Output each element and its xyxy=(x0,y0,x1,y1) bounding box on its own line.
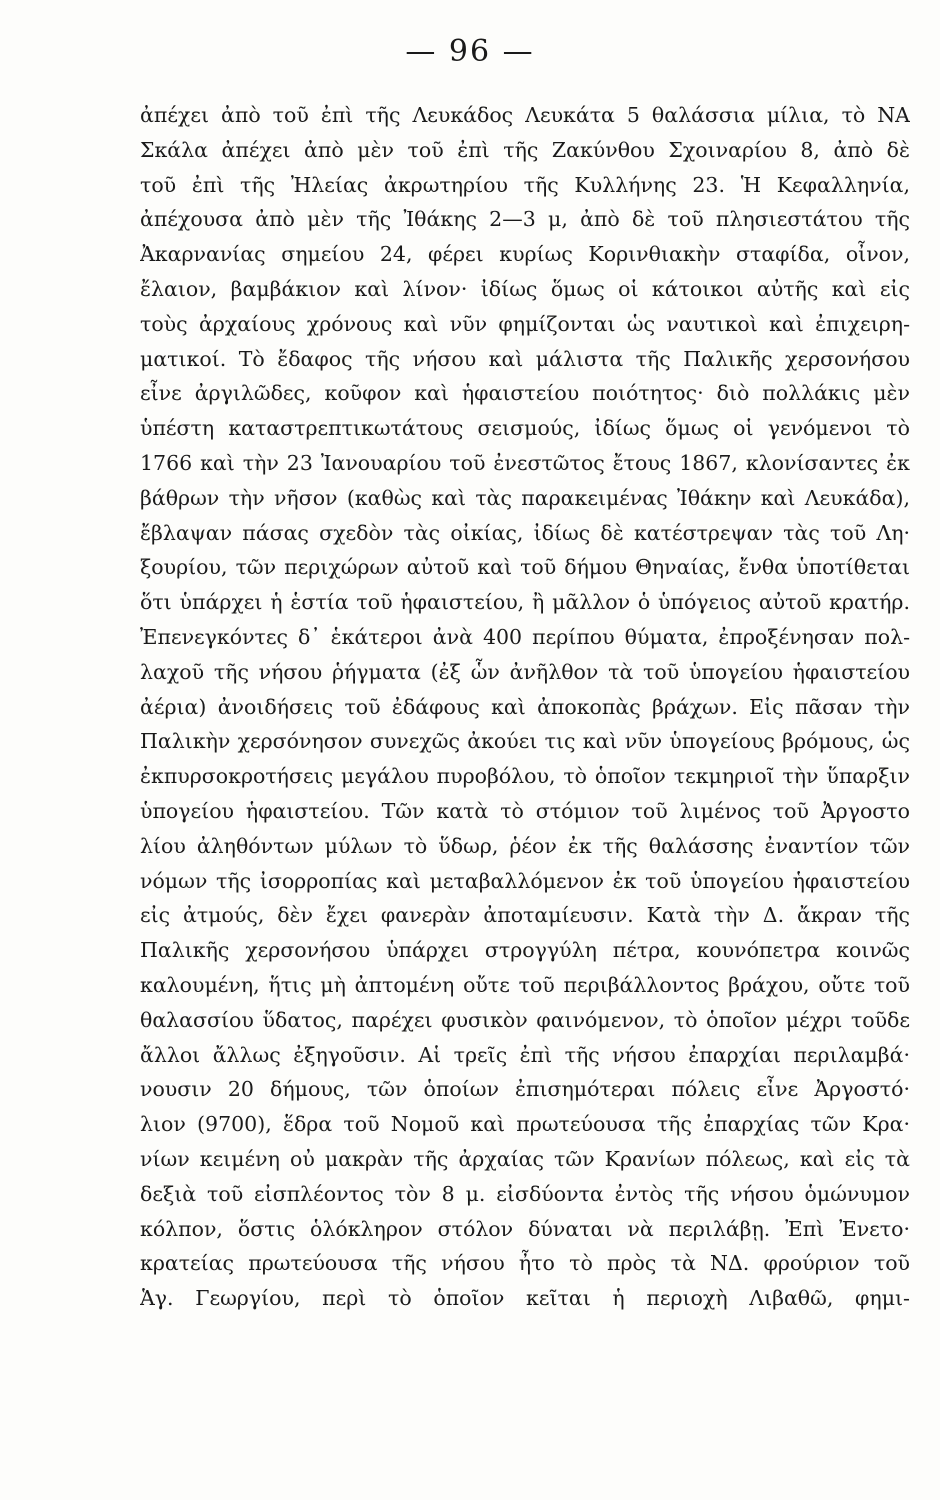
text-line: τοῦ ἐπὶ τῆς Ἠλείας ἀκρωτηρίου τῆς Κυλλήνης 23. Ἡ Κεφαλληνία, xyxy=(140,172,910,197)
text-line: κρατείας πρωτεύουσα τῆς νήσου ἦτο τὸ πρὸς τὰ ΝΔ. φρούριον τοῦ xyxy=(140,1251,910,1276)
text-line: ὅτι ὑπάρχει ἡ ἑστία τοῦ ἡφαιστείου, ἢ μᾶλλον ὁ ὑπόγειος αὐτοῦ κρατήρ. xyxy=(140,590,910,615)
text-line: Ἐπενεγκόντες δ᾽ ἑκάτεροι ἀνὰ 400 περίπου θύματα, ἐπροξένησαν πολ- xyxy=(140,624,910,649)
text-line: λαχοῦ τῆς νήσου ῥήγματα (ἐξ ὧν ἀνῆλθον τὰ τοῦ ὑπογείου ἡφαιστείου xyxy=(140,659,910,684)
text-line: κόλπον, ὅστις ὁλόκληρον στόλον δύναται νὰ περιλάβῃ. Ἐπὶ Ἐνετο· xyxy=(140,1216,910,1241)
text-line: νίων κειμένη οὐ μακρὰν τῆς ἀρχαίας τῶν Κρανίων πόλεως, καὶ εἰς τὰ xyxy=(140,1146,910,1171)
text-line: Ἁγ. Γεωργίου, περὶ τὸ ὁποῖον κεῖται ἡ περιοχὴ Λιβαθῶ, φημι- xyxy=(140,1286,910,1311)
text-line: Σκάλα ἀπέχει ἀπὸ μὲν τοῦ ἐπὶ τῆς Ζακύνθου Σχοιναρίου 8, ἀπὸ δὲ xyxy=(140,137,910,162)
text-line: θαλασσίου ὕδατος, παρέχει φυσικὸν φαινόμενον, τὸ ὁποῖον μέχρι τοῦδε xyxy=(140,1007,910,1032)
text-line: ἀέρια) ἀνοιδήσεις τοῦ ἐδάφους καὶ ἀποκοπὰς βράχων. Εἰς πᾶσαν τὴν xyxy=(140,694,910,719)
text-line: ὑπογείου ἡφαιστείου. Τῶν κατὰ τὸ στόμιον τοῦ λιμένος τοῦ Ἀργοστο xyxy=(140,798,910,823)
text-line: 1766 καὶ τὴν 23 Ἰανουαρίου τοῦ ἐνεστῶτος ἔτους 1867, κλονίσαντες ἐκ xyxy=(140,450,910,475)
text-line: ἔβλαψαν πάσας σχεδὸν τὰς οἰκίας, ἰδίως δὲ κατέστρεψαν τὰς τοῦ Λη· xyxy=(140,520,910,545)
text-line: νουσιν 20 δήμους, τῶν ὁποίων ἐπισημότεραι πόλεις εἶνε Ἀργοστό· xyxy=(140,1077,910,1102)
text-line: ματικοί. Τὸ ἔδαφος τῆς νήσου καὶ μάλιστα τῆς Παλικῆς χερσονήσου xyxy=(140,346,910,371)
text-line: λιον (9700), ἕδρα τοῦ Νομοῦ καὶ πρωτεύουσα τῆς ἐπαρχίας τῶν Κρα· xyxy=(140,1112,910,1137)
text-line: ἔλαιον, βαμβάκιον καὶ λίνον· ἰδίως ὅμως οἱ κάτοικοι αὐτῆς καὶ εἰς xyxy=(140,276,910,301)
text-line: Παλικὴν χερσόνησον συνεχῶς ἀκούει τις καὶ νῦν ὑπογείους βρόμους, ὡς xyxy=(140,729,910,754)
text-line: ἄλλοι ἄλλως ἐξηγοῦσιν. Αἱ τρεῖς ἐπὶ τῆς νήσου ἐπαρχίαι περιλαμβά· xyxy=(140,1042,910,1067)
text-line: νόμων τῆς ἰσορροπίας καὶ μεταβαλλόμενον ἐκ τοῦ ὑπογείου ἡφαιστείου xyxy=(140,868,910,893)
text-line: καλουμένη, ἥτις μὴ ἀπτομένη οὔτε τοῦ περιβάλλοντος βράχου, οὔτε τοῦ xyxy=(140,972,910,997)
text-line: Ἀκαρνανίας σημείου 24, φέρει κυρίως Κορινθιακὴν σταφίδα, οἶνον, xyxy=(140,242,910,267)
text-line: δεξιὰ τοῦ εἰσπλέοντος τὸν 8 μ. εἰσδύοντα ἐντὸς τῆς νήσου ὁμώνυμον xyxy=(140,1181,910,1206)
text-line: ὑπέστη καταστρεπτικωτάτους σεισμούς, ἰδίως ὅμως οἱ γενόμενοι τὸ xyxy=(140,416,910,441)
page-number: — 96 — xyxy=(405,34,535,69)
text-line: εἰς ἀτμούς, δὲν ἔχει φανερὰν ἀποταμίευσιν. Κατὰ τὴν Δ. ἄκραν τῆς xyxy=(140,903,910,928)
text-line: Παλικῆς χερσονήσου ὑπάρχει στρογγύλη πέτρα, κουνόπετρα κοινῶς xyxy=(140,938,910,963)
text-line: ἐκπυρσοκροτήσεις μεγάλου πυροβόλου, τὸ ὁποῖον τεκμηριοῖ τὴν ὕπαρξιν xyxy=(140,764,910,789)
body-text xyxy=(140,98,910,1316)
text-line: λίου ἀληθόντων μύλων τὸ ὕδωρ, ῥέον ἐκ τῆς θαλάσσης ἐναντίον τῶν xyxy=(140,833,910,858)
text-line: βάθρων τὴν νῆσον (καθὼς καὶ τὰς παρακειμένας Ἰθάκην καὶ Λευκάδα), xyxy=(140,485,910,510)
text-line: ξουρίου, τῶν περιχώρων αὐτοῦ καὶ τοῦ δήμου Θηναίας, ἔνθα ὑποτίθεται xyxy=(140,555,910,580)
text-line: εἶνε ἀργιλῶδες, κοῦφον καὶ ἡφαιστείου ποιότητος· διὸ πολλάκις μὲν xyxy=(140,381,910,406)
text-line: ἀπέχουσα ἀπὸ μὲν τῆς Ἰθάκης 2—3 μ, ἀπὸ δὲ τοῦ πλησιεστάτου τῆς xyxy=(140,207,910,232)
text-line: ἀπέχει ἀπὸ τοῦ ἐπὶ τῆς Λευκάδος Λευκάτα 5 θαλάσσια μίλια, τὸ ΝΑ xyxy=(140,103,910,127)
text-line: τοὺς ἀρχαίους χρόνους καὶ νῦν φημίζονται ὡς ναυτικοὶ καὶ ἐπιχειρη- xyxy=(140,311,910,336)
